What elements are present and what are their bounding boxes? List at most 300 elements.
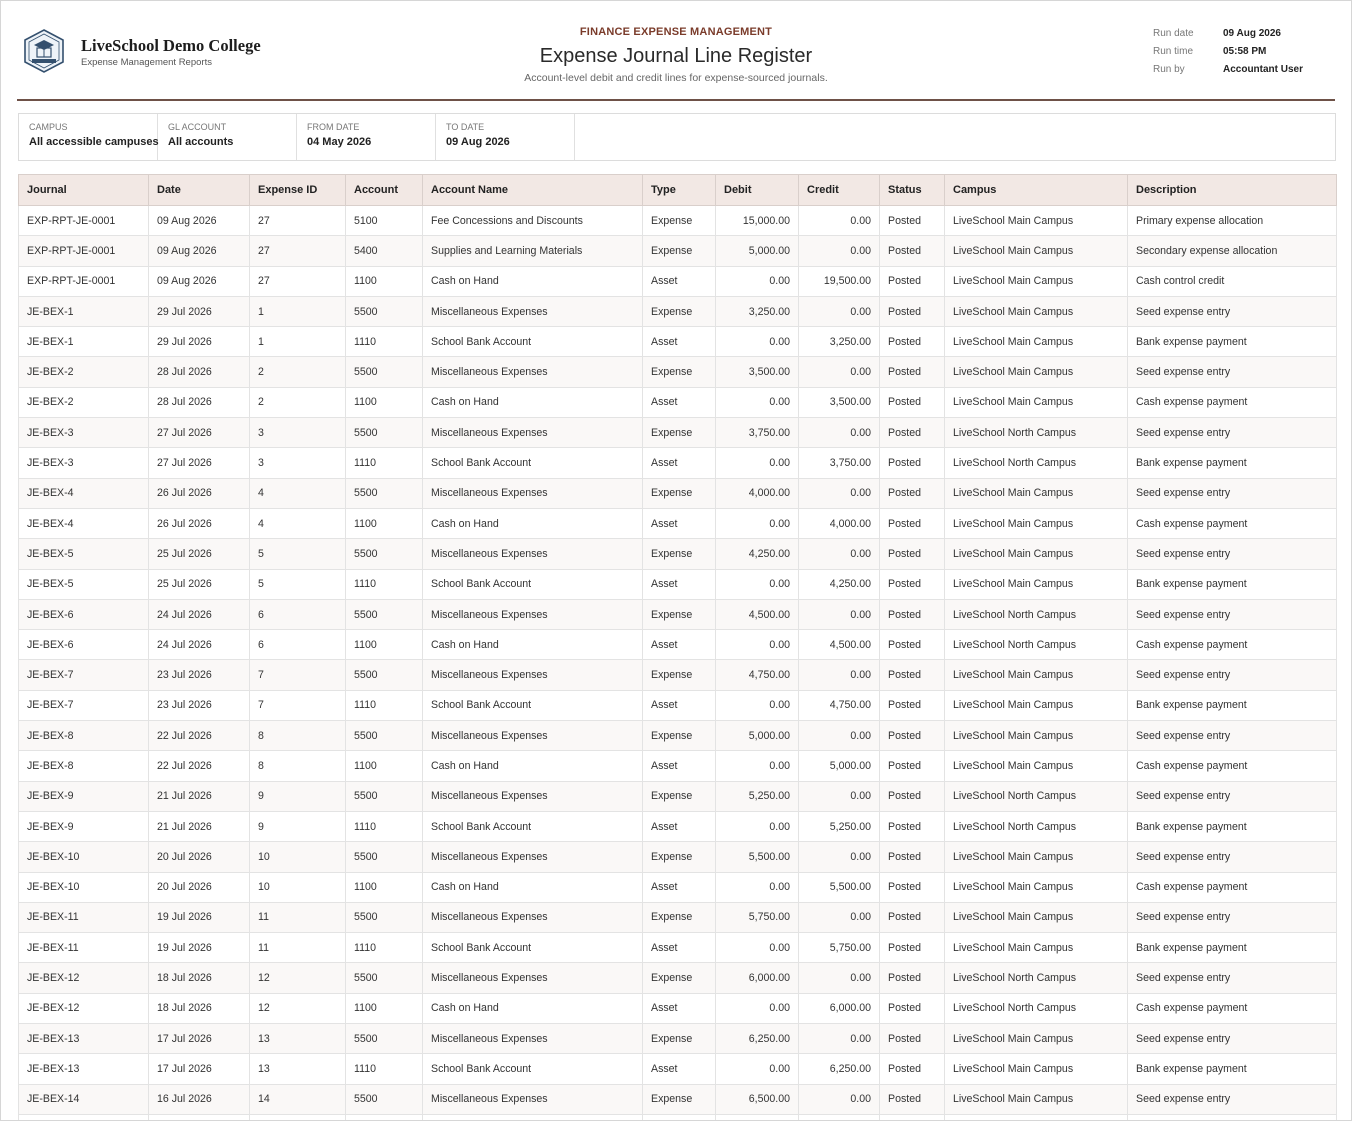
col-debit-cell: 6,250.00 [716, 1024, 799, 1054]
table-row [19, 599, 1337, 629]
col-status-header: Status [880, 175, 945, 206]
meta-value: 09 Aug 2026 [1223, 28, 1281, 39]
col-credit-cell: 0.00 [799, 206, 880, 236]
col-credit-cell: 0.00 [799, 478, 880, 508]
col-credit-cell: 5,500.00 [799, 872, 880, 902]
col-date-cell: 17 Jul 2026 [149, 1054, 250, 1084]
col-status-cell: Posted [880, 599, 945, 629]
report-eyebrow: FINANCE EXPENSE MANAGEMENT [579, 26, 773, 38]
run-meta [1153, 28, 1343, 82]
col-debit-cell: 0.00 [716, 266, 799, 296]
col-expense-id-cell: 6 [250, 630, 346, 660]
table-row [19, 236, 1337, 266]
col-journal-cell: JE-BEX-12 [19, 993, 149, 1023]
col-campus-cell: LiveSchool North Campus [945, 811, 1128, 841]
col-credit-header: Credit [799, 175, 880, 206]
col-date-cell: 24 Jul 2026 [149, 630, 250, 660]
col-type-cell: Asset [643, 327, 716, 357]
col-credit-cell: 6,000.00 [799, 993, 880, 1023]
table-row [19, 993, 1337, 1023]
col-description-cell: Seed expense entry [1128, 781, 1337, 811]
col-status-cell: Posted [880, 448, 945, 478]
col-expense-id-cell: 11 [250, 933, 346, 963]
col-account-cell: 1100 [346, 872, 423, 902]
col-account-name-cell: Miscellaneous Expenses [423, 539, 643, 569]
col-account-name-cell: School Bank Account [423, 933, 643, 963]
col-account-cell: 5500 [346, 357, 423, 387]
report-header [17, 1, 1335, 101]
col-debit-cell: 0.00 [716, 872, 799, 902]
col-date-cell: 28 Jul 2026 [149, 357, 250, 387]
filter-value: 09 Aug 2026 [446, 136, 510, 148]
col-debit-cell: 0.00 [716, 387, 799, 417]
col-credit-cell: 4,750.00 [799, 690, 880, 720]
col-description-cell: Primary expense allocation [1128, 206, 1337, 236]
col-account-cell: 1100 [346, 266, 423, 296]
col-credit-cell: 4,000.00 [799, 508, 880, 538]
col-description-cell: Bank expense payment [1128, 690, 1337, 720]
col-expense-id-cell: 3 [250, 448, 346, 478]
col-account-name-cell: Miscellaneous Expenses [423, 963, 643, 993]
col-status-cell: Posted [880, 357, 945, 387]
col-description-cell: Cash expense payment [1128, 993, 1337, 1023]
col-account-name-cell: Cash on Hand [423, 387, 643, 417]
meta-label: Run time [1153, 46, 1194, 57]
col-debit-cell: 0.00 [716, 933, 799, 963]
col-account-cell: 5500 [346, 781, 423, 811]
col-description-cell: Bank expense payment [1128, 1054, 1337, 1084]
table-row [19, 539, 1337, 569]
col-status-cell: Posted [880, 387, 945, 417]
col-account-cell: 5500 [346, 963, 423, 993]
col-account-name-cell: Miscellaneous Expenses [423, 660, 643, 690]
col-description-cell: Bank expense payment [1128, 569, 1337, 599]
table-row [19, 781, 1337, 811]
table-row [19, 1084, 1337, 1114]
col-type-cell: Asset [643, 630, 716, 660]
col-account-name-cell: Miscellaneous Expenses [423, 599, 643, 629]
col-expense-id-cell: 14 [250, 1084, 346, 1114]
col-debit-cell: 3,750.00 [716, 418, 799, 448]
col-account-cell: 5500 [346, 902, 423, 932]
col-account-cell: 5400 [346, 236, 423, 266]
col-status-cell: Posted [880, 963, 945, 993]
col-debit-cell: 5,750.00 [716, 902, 799, 932]
col-debit-cell: 5,000.00 [716, 236, 799, 266]
col-description-cell: Seed expense entry [1128, 357, 1337, 387]
col-debit-cell [716, 1114, 799, 1121]
col-account-cell: 1100 [346, 751, 423, 781]
table-row [19, 478, 1337, 508]
col-campus-cell: LiveSchool Main Campus [945, 508, 1128, 538]
col-debit-cell: 0.00 [716, 1054, 799, 1084]
col-date-cell: 19 Jul 2026 [149, 902, 250, 932]
col-expense-id-cell: 12 [250, 963, 346, 993]
col-type-cell: Expense [643, 660, 716, 690]
col-status-cell: Posted [880, 296, 945, 326]
col-credit-cell: 5,250.00 [799, 811, 880, 841]
col-campus-cell: LiveSchool Main Campus [945, 387, 1128, 417]
col-debit-cell: 4,500.00 [716, 599, 799, 629]
col-credit-cell: 0.00 [799, 660, 880, 690]
col-campus-cell: LiveSchool Main Campus [945, 690, 1128, 720]
col-account-name-cell: Cash on Hand [423, 630, 643, 660]
col-journal-cell: JE-BEX-14 [19, 1084, 149, 1114]
col-status-cell: Posted [880, 751, 945, 781]
col-description-cell: Secondary expense allocation [1128, 236, 1337, 266]
col-credit-cell: 3,500.00 [799, 387, 880, 417]
col-description-cell: Seed expense entry [1128, 1024, 1337, 1054]
col-description-header: Description [1128, 175, 1337, 206]
col-campus-cell: LiveSchool Main Campus [945, 357, 1128, 387]
col-description-cell: Bank expense payment [1128, 448, 1337, 478]
filter-gl-account [158, 114, 297, 160]
col-journal-cell: JE-BEX-3 [19, 418, 149, 448]
col-journal-cell: JE-BEX-2 [19, 357, 149, 387]
col-account-name-cell: Fee Concessions and Discounts [423, 206, 643, 236]
col-type-cell: Asset [643, 448, 716, 478]
col-date-cell: 29 Jul 2026 [149, 327, 250, 357]
col-debit-cell: 5,500.00 [716, 842, 799, 872]
col-description-cell: Cash expense payment [1128, 872, 1337, 902]
page-title: Expense Journal Line Register [539, 45, 813, 67]
col-type-cell: Asset [643, 751, 716, 781]
col-type-cell: Asset [643, 993, 716, 1023]
col-campus-cell: LiveSchool North Campus [945, 448, 1128, 478]
col-type-cell: Asset [643, 1054, 716, 1084]
col-expense-id-cell [250, 1114, 346, 1121]
col-credit-cell: 0.00 [799, 236, 880, 266]
col-account-name-cell: Cash on Hand [423, 751, 643, 781]
col-journal-cell: JE-BEX-9 [19, 811, 149, 841]
col-credit-cell: 3,750.00 [799, 448, 880, 478]
col-expense-id-cell: 10 [250, 872, 346, 902]
col-status-cell: Posted [880, 630, 945, 660]
col-expense-id-cell: 5 [250, 569, 346, 599]
col-date-cell: 09 Aug 2026 [149, 266, 250, 296]
col-journal-cell: JE-BEX-10 [19, 842, 149, 872]
table-header-row [19, 175, 1337, 206]
col-journal-cell: JE-BEX-9 [19, 781, 149, 811]
col-account-cell: 1110 [346, 1054, 423, 1084]
table-row [19, 266, 1337, 296]
col-expense-id-cell: 9 [250, 781, 346, 811]
col-date-cell: 25 Jul 2026 [149, 569, 250, 599]
col-account-cell: 1110 [346, 448, 423, 478]
col-campus-cell: LiveSchool Main Campus [945, 721, 1128, 751]
col-type-cell: Asset [643, 690, 716, 720]
col-date-cell: 22 Jul 2026 [149, 721, 250, 751]
col-campus-cell: LiveSchool Main Campus [945, 1054, 1128, 1084]
col-expense-id-cell: 27 [250, 206, 346, 236]
col-account-cell: 1100 [346, 508, 423, 538]
col-status-cell: Posted [880, 206, 945, 236]
filter-from-date [297, 114, 436, 160]
col-credit-cell: 0.00 [799, 721, 880, 751]
col-status-cell: Posted [880, 872, 945, 902]
col-type-cell: Expense [643, 357, 716, 387]
col-type-cell: Expense [643, 599, 716, 629]
col-campus-cell: LiveSchool Main Campus [945, 266, 1128, 296]
table-row [19, 811, 1337, 841]
col-type-cell: Expense [643, 781, 716, 811]
table-row [19, 296, 1337, 326]
col-debit-cell: 4,750.00 [716, 660, 799, 690]
col-expense-id-cell: 1 [250, 296, 346, 326]
col-account-cell: 1110 [346, 327, 423, 357]
col-expense-id-cell: 4 [250, 508, 346, 538]
col-type-cell: Expense [643, 206, 716, 236]
col-expense-id-cell: 6 [250, 599, 346, 629]
col-status-cell: Posted [880, 508, 945, 538]
col-status-cell: Posted [880, 842, 945, 872]
col-journal-cell: JE-BEX-5 [19, 539, 149, 569]
col-journal-cell: JE-BEX-7 [19, 660, 149, 690]
col-journal-cell: JE-BEX-13 [19, 1024, 149, 1054]
col-date-cell: 25 Jul 2026 [149, 539, 250, 569]
col-status-cell: Posted [880, 690, 945, 720]
col-account-name-cell: Miscellaneous Expenses [423, 721, 643, 751]
table-row [19, 418, 1337, 448]
col-account-name-header: Account Name [423, 175, 643, 206]
col-journal-cell: EXP-RPT-JE-0001 [19, 236, 149, 266]
meta-label: Run by [1153, 64, 1185, 75]
col-description-cell: Bank expense payment [1128, 327, 1337, 357]
col-campus-cell: LiveSchool Main Campus [945, 751, 1128, 781]
filter-value: 04 May 2026 [307, 136, 372, 148]
col-date-cell: 17 Jul 2026 [149, 1024, 250, 1054]
table-row [19, 872, 1337, 902]
col-expense-id-cell: 3 [250, 418, 346, 448]
table-row [19, 963, 1337, 993]
col-credit-cell: 5,750.00 [799, 933, 880, 963]
col-account-name-cell: Miscellaneous Expenses [423, 1084, 643, 1114]
col-type-header: Type [643, 175, 716, 206]
table-row [19, 508, 1337, 538]
col-status-cell: Posted [880, 327, 945, 357]
col-journal-cell: JE-BEX-5 [19, 569, 149, 599]
col-description-cell: Seed expense entry [1128, 963, 1337, 993]
col-description-cell: Cash expense payment [1128, 508, 1337, 538]
col-account-cell: 1100 [346, 993, 423, 1023]
col-type-cell: Asset [643, 266, 716, 296]
col-date-cell: 18 Jul 2026 [149, 993, 250, 1023]
col-account-name-cell: Miscellaneous Expenses [423, 418, 643, 448]
filter-label: TO DATE [446, 122, 485, 132]
col-date-cell: 09 Aug 2026 [149, 236, 250, 266]
col-date-cell: 22 Jul 2026 [149, 751, 250, 781]
col-debit-cell: 5,000.00 [716, 721, 799, 751]
col-credit-cell: 5,000.00 [799, 751, 880, 781]
col-debit-cell: 4,250.00 [716, 539, 799, 569]
col-debit-cell: 0.00 [716, 569, 799, 599]
col-journal-cell: JE-BEX-13 [19, 1054, 149, 1084]
col-description-cell: Bank expense payment [1128, 811, 1337, 841]
col-debit-cell: 0.00 [716, 327, 799, 357]
col-journal-cell: EXP-RPT-JE-0001 [19, 266, 149, 296]
col-description-cell: Seed expense entry [1128, 1084, 1337, 1114]
col-type-cell: Expense [643, 478, 716, 508]
col-account-name-cell: Miscellaneous Expenses [423, 296, 643, 326]
col-account-cell: 1110 [346, 690, 423, 720]
col-campus-cell: LiveSchool Main Campus [945, 236, 1128, 266]
col-status-cell: Posted [880, 993, 945, 1023]
table-row [19, 1114, 1337, 1121]
col-account-name-cell: Miscellaneous Expenses [423, 781, 643, 811]
col-campus-cell: LiveSchool Main Campus [945, 1084, 1128, 1114]
col-date-cell: 24 Jul 2026 [149, 599, 250, 629]
filter-summary [18, 113, 1336, 161]
col-status-cell: Posted [880, 418, 945, 448]
col-status-cell: Posted [880, 933, 945, 963]
col-expense-id-cell: 27 [250, 266, 346, 296]
col-description-cell: Cash expense payment [1128, 751, 1337, 781]
col-status-cell: Posted [880, 902, 945, 932]
col-campus-cell: LiveSchool Main Campus [945, 327, 1128, 357]
col-journal-cell: JE-BEX-11 [19, 902, 149, 932]
col-type-cell: Expense [643, 963, 716, 993]
report-subtitle: Account-level debit and credit lines for expense-sourced journals. [524, 72, 828, 84]
col-account-name-cell: School Bank Account [423, 690, 643, 720]
table-row [19, 902, 1337, 932]
col-account-name-cell: Miscellaneous Expenses [423, 357, 643, 387]
col-campus-cell [945, 1114, 1128, 1121]
col-expense-id-cell: 2 [250, 357, 346, 387]
filter-campus [19, 114, 158, 160]
col-status-cell: Posted [880, 660, 945, 690]
col-type-cell: Expense [643, 1024, 716, 1054]
col-description-cell: Cash expense payment [1128, 387, 1337, 417]
col-campus-cell: LiveSchool Main Campus [945, 842, 1128, 872]
col-credit-cell: 0.00 [799, 539, 880, 569]
col-campus-cell: LiveSchool Main Campus [945, 902, 1128, 932]
col-status-cell: Posted [880, 811, 945, 841]
col-debit-cell: 0.00 [716, 811, 799, 841]
col-account-name-cell [423, 1114, 643, 1121]
col-date-cell: 27 Jul 2026 [149, 448, 250, 478]
col-date-cell: 26 Jul 2026 [149, 508, 250, 538]
col-date-cell: 20 Jul 2026 [149, 872, 250, 902]
col-description-cell [1128, 1114, 1337, 1121]
col-debit-cell: 6,000.00 [716, 963, 799, 993]
col-account-cell: 5500 [346, 296, 423, 326]
col-expense-id-cell: 4 [250, 478, 346, 508]
col-description-cell: Seed expense entry [1128, 478, 1337, 508]
col-account-cell: 5500 [346, 599, 423, 629]
col-campus-cell: LiveSchool Main Campus [945, 872, 1128, 902]
col-campus-cell: LiveSchool North Campus [945, 963, 1128, 993]
col-status-cell: Posted [880, 236, 945, 266]
col-debit-cell: 0.00 [716, 448, 799, 478]
table-row [19, 327, 1337, 357]
col-description-cell: Seed expense entry [1128, 842, 1337, 872]
col-account-name-cell: School Bank Account [423, 1054, 643, 1084]
col-campus-cell: LiveSchool North Campus [945, 599, 1128, 629]
col-account-cell: 1110 [346, 811, 423, 841]
col-account-cell: 5500 [346, 418, 423, 448]
col-journal-cell: JE-BEX-1 [19, 296, 149, 326]
col-credit-cell: 4,250.00 [799, 569, 880, 599]
col-credit-cell: 0.00 [799, 781, 880, 811]
col-date-cell: 19 Jul 2026 [149, 933, 250, 963]
meta-run-time [1153, 46, 1343, 64]
col-status-cell: Posted [880, 539, 945, 569]
col-journal-cell: JE-BEX-1 [19, 327, 149, 357]
col-campus-header: Campus [945, 175, 1128, 206]
col-type-cell [643, 1114, 716, 1121]
filter-to-date [436, 114, 575, 160]
col-expense-id-cell: 8 [250, 751, 346, 781]
col-journal-cell: JE-BEX-3 [19, 448, 149, 478]
col-expense-id-cell: 10 [250, 842, 346, 872]
col-account-cell: 1100 [346, 387, 423, 417]
table-row [19, 721, 1337, 751]
table-row [19, 751, 1337, 781]
col-journal-cell: JE-BEX-4 [19, 478, 149, 508]
col-journal-cell: JE-BEX-6 [19, 630, 149, 660]
col-account-cell: 5500 [346, 660, 423, 690]
col-type-cell: Expense [643, 1084, 716, 1114]
col-account-name-cell: Cash on Hand [423, 993, 643, 1023]
col-credit-cell: 0.00 [799, 296, 880, 326]
col-journal-cell: JE-BEX-11 [19, 933, 149, 963]
col-date-header: Date [149, 175, 250, 206]
col-account-name-cell: Cash on Hand [423, 508, 643, 538]
col-credit-cell: 4,500.00 [799, 630, 880, 660]
col-campus-cell: LiveSchool Main Campus [945, 933, 1128, 963]
table-row [19, 1054, 1337, 1084]
col-account-name-cell: Miscellaneous Expenses [423, 902, 643, 932]
col-expense-id-cell: 8 [250, 721, 346, 751]
col-status-cell: Posted [880, 478, 945, 508]
col-type-cell: Expense [643, 842, 716, 872]
col-journal-cell: JE-BEX-8 [19, 751, 149, 781]
col-account-cell: 5500 [346, 721, 423, 751]
col-date-cell: 29 Jul 2026 [149, 296, 250, 326]
col-expense-id-cell: 7 [250, 660, 346, 690]
col-date-cell: 23 Jul 2026 [149, 690, 250, 720]
col-type-cell: Expense [643, 902, 716, 932]
col-status-cell: Posted [880, 1084, 945, 1114]
col-type-cell: Expense [643, 418, 716, 448]
meta-run-by [1153, 64, 1343, 82]
col-account-name-cell: Cash on Hand [423, 266, 643, 296]
col-account-name-cell: Miscellaneous Expenses [423, 1024, 643, 1054]
col-status-cell: Posted [880, 1054, 945, 1084]
col-account-name-cell: Cash on Hand [423, 872, 643, 902]
col-debit-cell: 6,500.00 [716, 1084, 799, 1114]
col-campus-cell: LiveSchool Main Campus [945, 1024, 1128, 1054]
meta-label: Run date [1153, 28, 1194, 39]
col-campus-cell: LiveSchool Main Campus [945, 660, 1128, 690]
col-account-name-cell: Miscellaneous Expenses [423, 842, 643, 872]
col-credit-cell: 3,250.00 [799, 327, 880, 357]
col-debit-cell: 3,250.00 [716, 296, 799, 326]
col-date-cell: 16 Jul 2026 [149, 1084, 250, 1114]
table-row [19, 387, 1337, 417]
col-expense-id-cell: 7 [250, 690, 346, 720]
col-expense-id-cell: 9 [250, 811, 346, 841]
col-description-cell: Seed expense entry [1128, 721, 1337, 751]
col-description-cell: Seed expense entry [1128, 660, 1337, 690]
col-journal-cell: JE-BEX-2 [19, 387, 149, 417]
col-type-cell: Expense [643, 296, 716, 326]
col-credit-cell: 0.00 [799, 963, 880, 993]
col-debit-cell: 0.00 [716, 751, 799, 781]
col-credit-cell: 0.00 [799, 357, 880, 387]
col-account-cell: 1100 [346, 630, 423, 660]
col-date-cell: 20 Jul 2026 [149, 842, 250, 872]
